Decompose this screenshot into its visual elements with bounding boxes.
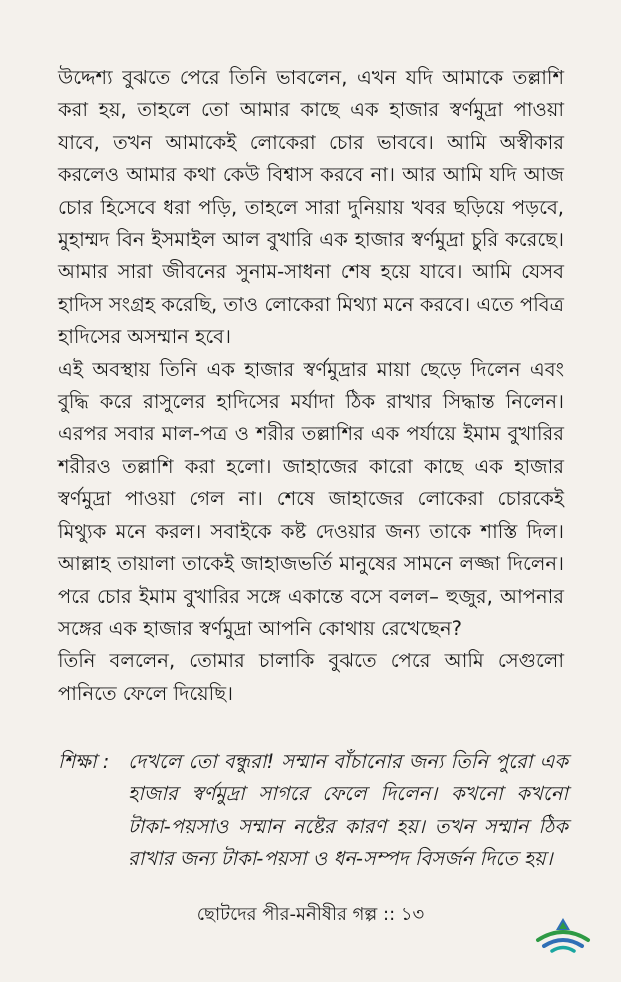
paragraph-1: উদ্দেশ্য বুঝতে পেরে তিনি ভাবলেন, এখন যদি আমাকে তল্লাশি করা হয়, তাহলে তো আমার কাছে এক হাজার স্বর্ণমুদ্রা পাওয়া যাবে, তখন আমাকেই লোকেরা চোর ভাববে। আমি অস্বীকার করলেও আমার কথা কেউ বিশ্বাস করবে না। আর আমি যদি আজ চোর হিসেবে ধরা পড়ি, তাহলে সারা দুনিয়ায় খবর ছড়িয়ে পড়বে, মুহাম্মদ বিন ইসমাইল আল বুখারি এক হাজার স্বর্ণমুদ্রা চুরি করেছে। আমার সারা জীবনের সুনাম-সাধনা শেষ হয়ে যাবে। আমি যেসব হাদিস সংগ্রহ করেছি, তাও লোকেরা মিথ্যা মনে করবে। এতে পবিত্র হাদিসের অসম্মান হবে। [58, 66, 564, 349]
publisher-logo-icon [532, 910, 594, 960]
lesson-text: দেখলে তো বন্ধুরা! সম্মান বাঁচানোর জন্য তিনি পুরো এক হাজার স্বর্ণমুদ্রা সাগরে ফেলে দিলেন। কখনো কখনো টাকা-পয়সাও সম্মান নষ্টের কারণ হয়। তখন সম্মান ঠিক রাখার জন্য টাকা-পয়সা ও ধন-সম্পদ বিসর্জন দিতে হয়। [128, 750, 568, 871]
page-footer: ছোটদের পীর-মনীষীর গল্প :: ১৩ [196, 904, 425, 925]
paragraph-2: এই অবস্থায় তিনি এক হাজার স্বর্ণমুদ্রার মায়া ছেড়ে দিলেন এবং বুদ্ধি করে রাসুলের হাদিসের মর্যাদা ঠিক রাখার সিদ্ধান্ত নিলেন। এরপর সবার মাল-পত্র ও শরীর তল্লাশির এক পর্যায়ে ইমাম বুখারির শরীরও তল্লাশি করা হলো। জাহাজের কারো কাছে এক হাজার স্বর্ণমুদ্রা পাওয়া গেল না। শেষে জাহাজের লোকেরা চোরকেই মিথ্যুক মনে করল। সবাইকে কষ্ট দেওয়ার জন্য তাকে শাস্তি দিল। আল্লাহ তায়ালা তাকেই জাহাজভর্তি মানুষের সামনে লজ্জা দিলেন। পরে চোর ইমাম বুখারির সঙ্গে একান্তে বসে বলল– হুজুর, আপনার সঙ্গের এক হাজার স্বর্ণমুদ্রা আপনি কোথায় রেখেছেন? [58, 357, 564, 640]
paragraph-3: তিনি বললেন, তোমার চালাকি বুঝতে পেরে আমি সেগুলো পানিতে ফেলে দিয়েছি। [58, 649, 564, 705]
lesson-block [58, 746, 568, 876]
story-body [58, 62, 564, 710]
lesson-label: শিক্ষা : [58, 750, 110, 773]
